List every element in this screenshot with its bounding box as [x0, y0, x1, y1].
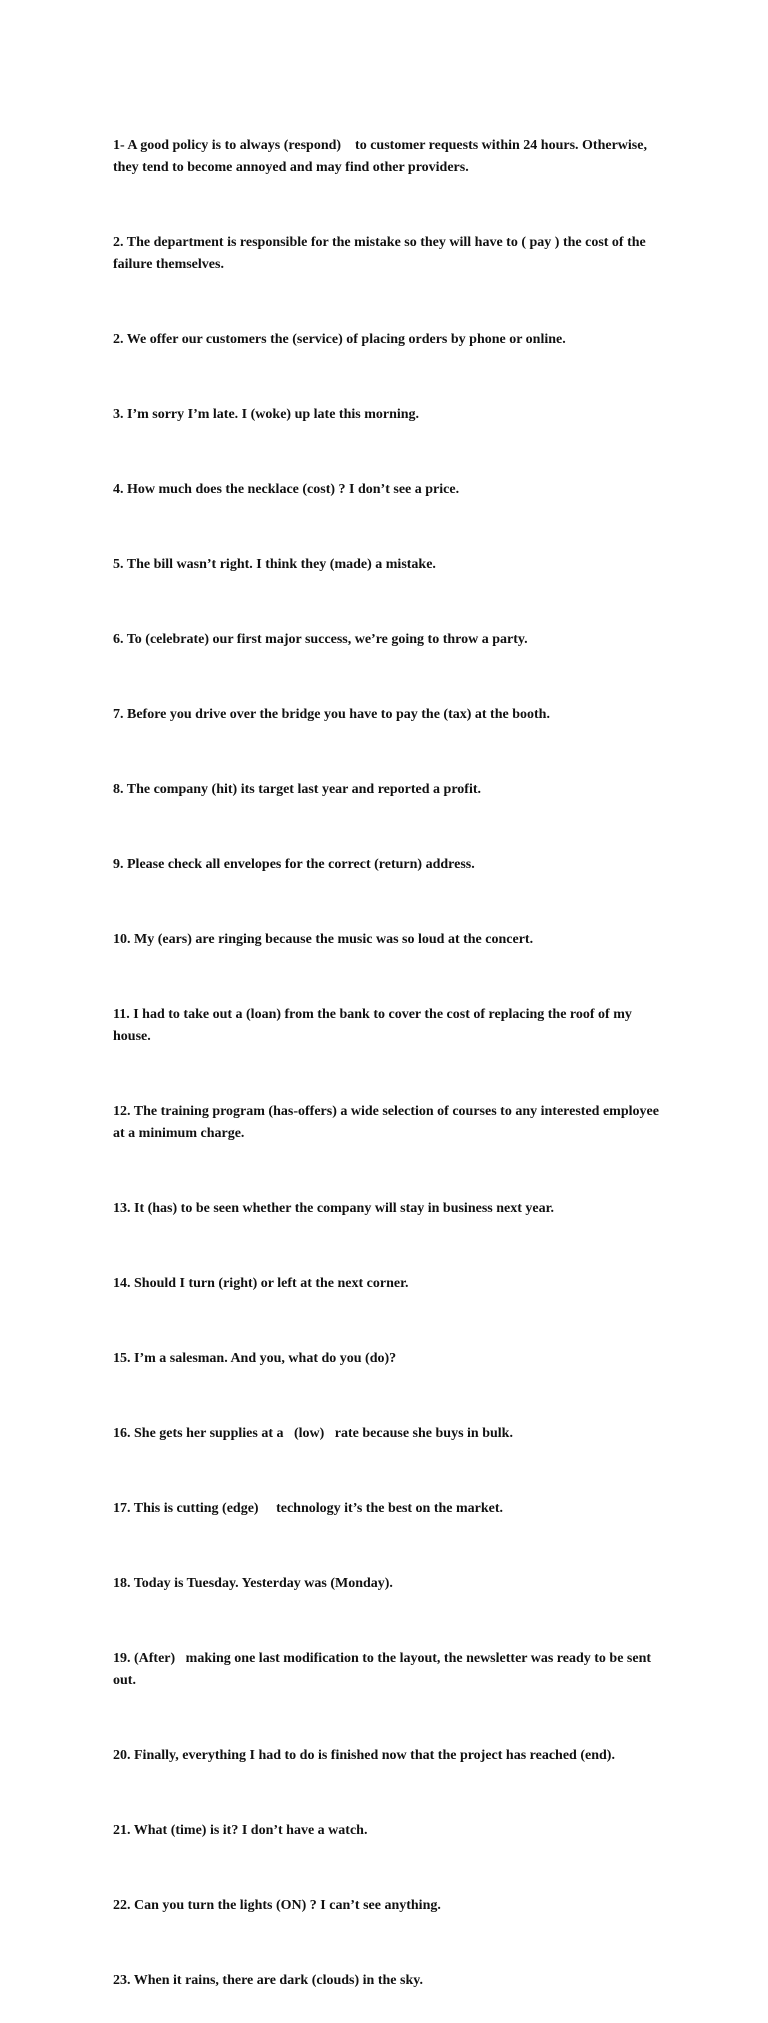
sentence-5: 5. The bill wasn’t right. I think they (made) a mistake.: [113, 557, 436, 572]
sentence-16: 16. She gets her supplies at a (low) rate because she buys in bulk.: [113, 1426, 513, 1441]
sentence-19: 19. (After) making one last modification to the layout, the newsletter was ready to be sent out.: [113, 1651, 655, 1688]
sentence-10: 10. My (ears) are ringing because the music was so loud at the concert.: [113, 932, 534, 947]
sentence-17: 17. This is cutting (edge) technology it’s the best on the market.: [113, 1501, 504, 1516]
sentence-22: 22. Can you turn the lights (ON) ? I can’t see anything.: [113, 1898, 441, 1913]
sentence-12: 12. The training program (has-offers) a wide selection of courses to any interested employee at a minimum charge.: [113, 1104, 663, 1141]
sentence-8: 8. The company (hit) its target last year and reported a profit.: [113, 782, 481, 797]
sentence-23: 23. When it rains, there are dark (clouds) in the sky.: [113, 1973, 423, 1988]
sentence-15: 15. I’m a salesman. And you, what do you (do)?: [113, 1351, 397, 1366]
sentence-2a: 2. The department is responsible for the mistake so they will have to ( pay ) the cost of the failure themselves.: [113, 235, 650, 272]
sentence-11: 11. I had to take out a (loan) from the bank to cover the cost of replacing the roof of my house.: [113, 1007, 636, 1044]
sentence-13: 13. It (has) to be seen whether the company will stay in business next year.: [113, 1201, 555, 1216]
sentence-20: 20. Finally, everything I had to do is finished now that the project has reached (end).: [113, 1748, 615, 1763]
sentence-18: 18. Today is Tuesday. Yesterday was (Monday).: [113, 1576, 393, 1591]
document-body: [113, 91, 661, 2023]
sentence-6: 6. To (celebrate) our first major success, we’re going to throw a party.: [113, 632, 528, 647]
sentence-9: 9. Please check all envelopes for the correct (return) address.: [113, 857, 475, 872]
sentence-21: 21. What (time) is it? I don’t have a watch.: [113, 1823, 368, 1838]
sentence-14: 14. Should I turn (right) or left at the next corner.: [113, 1276, 409, 1291]
sentence-2b: 2. We offer our customers the (service) of placing orders by phone or online.: [113, 332, 566, 347]
sentence-4: 4. How much does the necklace (cost) ? I don’t see a price.: [113, 482, 460, 497]
sentence-1: 1- A good policy is to always (respond) to customer requests within 24 hours. Otherwise, they tend to become annoyed and may find other providers.: [113, 138, 651, 175]
sentence-3: 3. I’m sorry I’m late. I (woke) up late this morning.: [113, 407, 420, 422]
sentence-7: 7. Before you drive over the bridge you have to pay the (tax) at the booth.: [113, 707, 550, 722]
